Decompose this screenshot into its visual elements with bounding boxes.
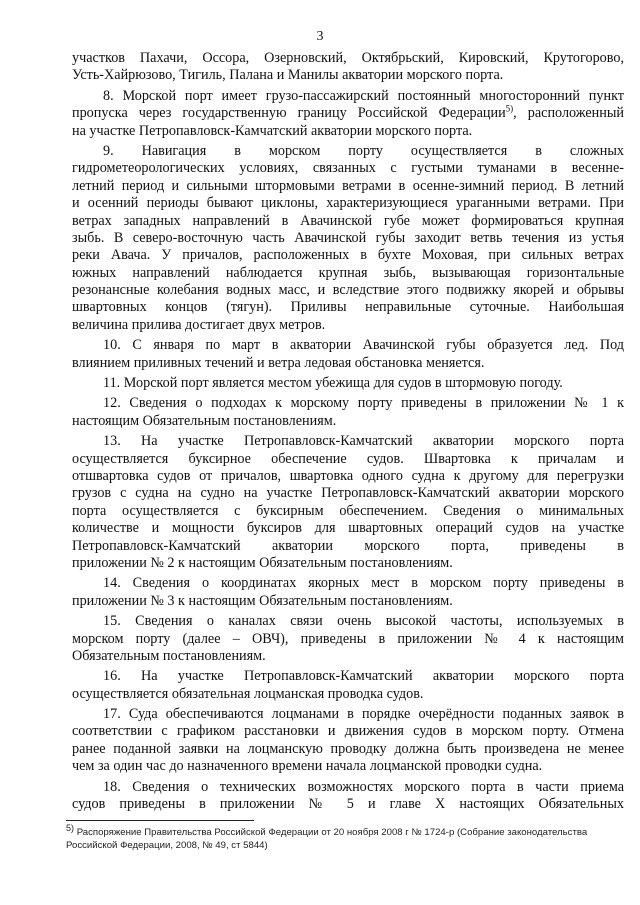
text-line [72, 105, 624, 122]
text-line: 16. На участке Петропавловск-Камчатский акватории морского порта [103, 668, 624, 685]
footnote-line: Российской Федерации, 2008, № 49, ст 5844) [66, 840, 268, 851]
text-line: влиянием приливных течений и ветра ледовая обстановка меняется. [72, 354, 485, 371]
text-line: 14. Сведения о координатах якорных мест в морском порту приведены в [103, 575, 624, 592]
text-line: судов приведены в приложении № 5 и главе X настоящих Обязательных [72, 796, 624, 813]
text-line: и осенний периоды бывают циклоны, характеризующиеся ураганными ветрами. При [72, 195, 624, 212]
text-line: южных направлений наблюдается крупная зыбь, вызывающая горизонтальные [72, 264, 624, 281]
text-line: зыбь. В северо-восточную часть Авачинской губы заходит ветвь течения из устья [72, 229, 624, 246]
text-line: грузов с судна на судно на участке Петропавловск-Камчатский акватории морского [72, 485, 624, 502]
footnote-separator [66, 820, 254, 821]
text-line: реки Авача. У причалов, расположенных в бухте Моховая, при сильных ветрах [72, 247, 624, 264]
document-body [72, 50, 624, 813]
text-line: швартовных концов (тягун). Приливы неправильные суточные. Наибольшая [72, 299, 624, 316]
text-line: гидрометеорологических условиях, связанных с густыми туманами в весенне- [72, 160, 624, 177]
text-line: 10. С января по март в акватории Авачинской губы образуется лед. Под [103, 337, 624, 354]
text-line: 12. Сведения о подходах к морскому порту приведены в приложении № 1 к [103, 395, 624, 412]
text-line: чем за один час до назначенного времени начала лоцманской проводки судна. [72, 758, 543, 775]
text-line: Усть-Хайрюзово, Тигиль, Палана и Манилы акватории морского порта. [72, 67, 504, 84]
text-line: Обязательным постановлениям. [72, 647, 266, 664]
text-line: участков Пахачи, Оссора, Озерновский, Октябрьский, Кировский, Крутогорово, [72, 50, 624, 66]
text-line: приложении № 2 к настоящим Обязательным постановлениям. [72, 554, 453, 571]
text-line: осуществляется обязательная лоцманская проводка судов. [72, 685, 424, 702]
footnote-line [66, 822, 626, 839]
text-line: 9. Навигация в морском порту осуществляется в сложных [103, 142, 624, 159]
footnote-text: Распоряжение Правительства Российской Федерации от 20 ноября 2008 г № 1724-р (Собрание законодательства [76, 827, 588, 838]
text-line: 13. На участке Петропавловск-Камчатский акватории морского порта [103, 433, 624, 450]
footnote-reference: 5) [505, 103, 514, 114]
text-line: 8. Морской порт имеет грузо-пассажирский постоянный многосторонний пункт [103, 87, 624, 104]
text-line: Петропавловск-Камчатский акватории морского порта, приведены в [72, 537, 624, 554]
text-line: 17. Суда обеспечиваются лоцманами в порядке очерёдности поданных заявок в [103, 706, 624, 723]
text-line: осуществляется буксирное обеспечение судов. Швартовка к причалам и [72, 450, 624, 467]
text-line: 18. Сведения о технических возможностях морского порта в части приема [103, 778, 624, 795]
text-line: настоящим Обязательным постановлениям. [72, 412, 337, 429]
text-line: величина прилива достигает двух метров. [72, 316, 326, 333]
text-line: морском порту (далее – ОВЧ), приведены в приложении № 4 к настоящим [72, 630, 624, 647]
text-line: летний период и сильными штормовыми ветрами в осенне-зимний период. В летний [72, 177, 624, 194]
text-line: приложении № 3 к настоящим Обязательным постановлениям. [72, 592, 453, 609]
text-line: 11. Морской порт является местом убежища для судов в штормовую погоду. [103, 375, 563, 392]
footnote [66, 822, 626, 852]
text-line: отшвартовка судов от причалов, швартовка одного судна к другому для перегрузки [72, 467, 624, 484]
text-line: соответствии с графиком расстановки и движения судов в морском порту. Отмена [72, 723, 624, 740]
text-line: 15. Сведения о каналах связи очень высокой частоты, используемых в [103, 613, 624, 630]
text-line: количестве и мощности буксиров для швартовных операций судов на участке [72, 520, 624, 537]
text-line: порта осуществляется с буксирным обеспечением. Сведения о минимальных [72, 502, 624, 519]
text-line: на участке Петропавловск-Камчатский акватории морского порта. [72, 122, 473, 139]
text-line: ранее поданной заявки на лоцманскую проводку должна быть произведена не менее [72, 740, 624, 757]
page-number: 3 [316, 29, 324, 44]
text-line-part: пропуска через государственную границу Российской Федерации [72, 105, 506, 122]
footnote-mark: 5) [66, 822, 75, 833]
text-line: ветрах западных направлений в Авачинской губе может формироваться крупная [72, 212, 624, 229]
text-line: резонансные колебания водных масс, и вследствие этого подвижку якорей и обрывы [72, 282, 624, 299]
text-line-part: , расположенный [513, 105, 624, 122]
